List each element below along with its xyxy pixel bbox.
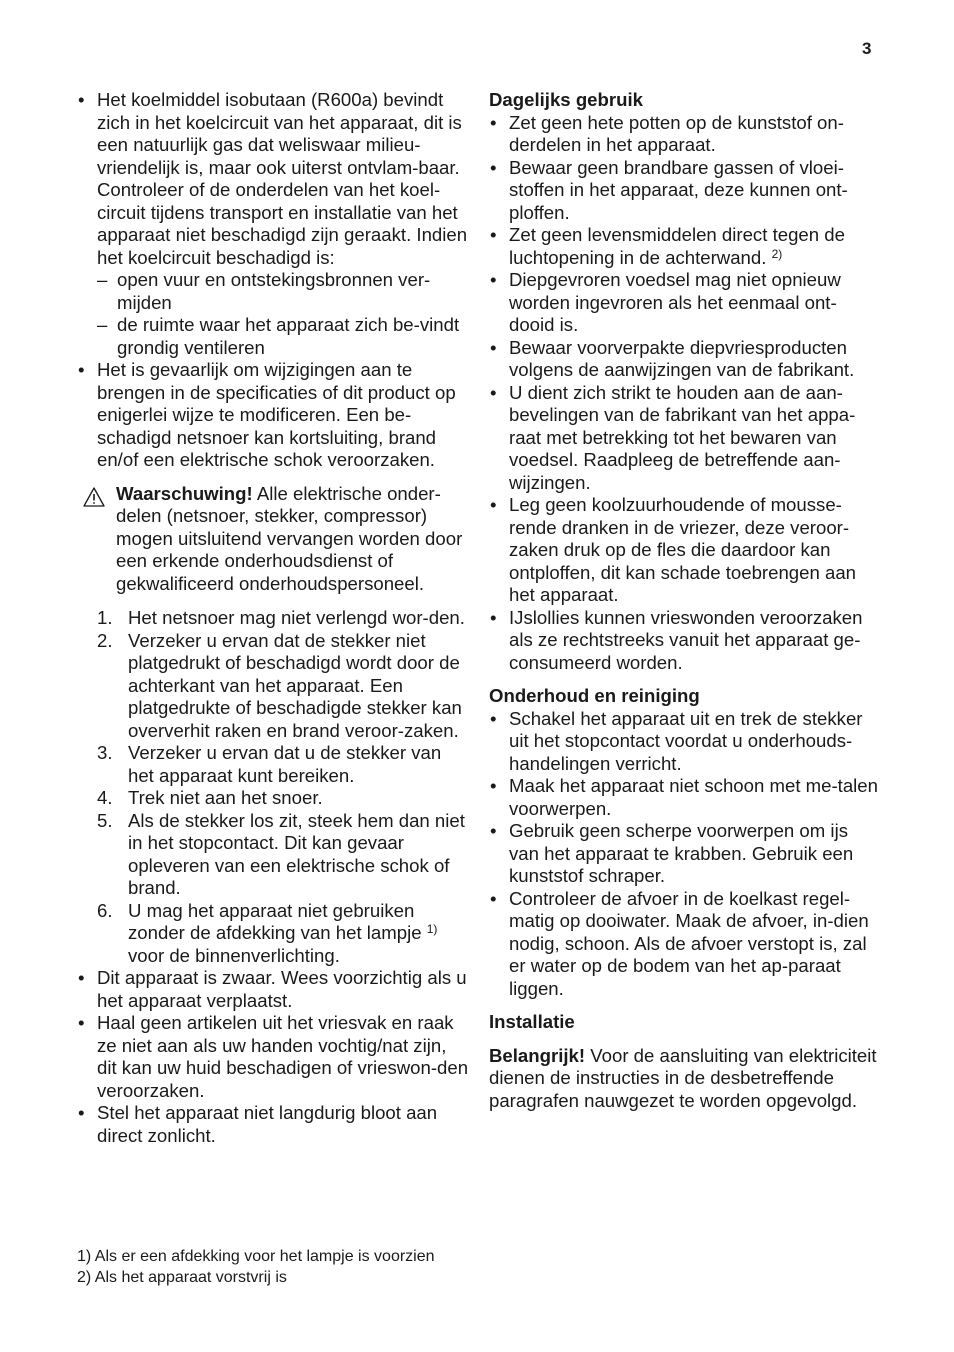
numbered-item: 3. Verzeker u ervan dat u de stekker van het apparaat kunt bereiken. (97, 742, 442, 786)
list-item: • Het is gevaarlijk om wijzigingen aan te brengen in de specificaties of dit product op enigerlei wijze te modificeren. Een be-schadigd netsnoer kan kortsluiting, brand en/of een elektrische schok veroorzaken. (77, 359, 469, 472)
list-item: • Zet geen levensmiddelen direct tegen de luchtopening in de achterwand. $^{2)}$ (489, 224, 879, 269)
section-heading-installation: Installatie (489, 1011, 575, 1032)
section-heading-maintenance: Onderhoud en reiniging (489, 685, 700, 706)
footnotes (77, 1246, 435, 1288)
list-item (77, 89, 469, 359)
footnote-1: 1) Als er een afdekking voor het lampje is voorzien (77, 1248, 435, 1265)
list-item: • Bewaar geen brandbare gassen of vloei-stoffen in het apparaat, deze kunnen ont-ploffen. (489, 157, 879, 225)
numbered-item: 2. Verzeker u ervan dat de stekker niet platgedrukt of beschadigd wordt door de achterkant van het apparaat. Een platgedrukte of beschadigde stekker kan oververhit raken en brand veroor-zaken. (97, 629, 462, 741)
safety-bullets-bottom (77, 967, 469, 1147)
list-item: • Schakel het apparaat uit en trek de stekker uit het stopcontact voordat u onderhouds-handelingen verricht. (489, 708, 879, 776)
warning-label: Waarschuwing! (116, 482, 253, 504)
numbered-item: 5. Als de stekker los zit, steek hem dan niet in het stopcontact. Dit kan gevaar opleveren van een elektrische schok of brand. (97, 809, 465, 898)
numbered-item: 4. Trek niet aan het snoer. (97, 787, 323, 808)
warning-block (77, 483, 469, 596)
list-item: • Dit apparaat is zwaar. Wees voorzichtig als u het apparaat verplaatst. (77, 967, 469, 1012)
footnote-2: 2) Als het apparaat vorstvrij is (77, 1269, 287, 1286)
list-item: • U dient zich strikt te houden aan de aan-bevelingen van de fabrikant van het appa-raat met betrekking tot het bewaren van voedsel. Raadpleeg de betreffende aan-wijzingen. (489, 382, 879, 495)
right-column (489, 89, 879, 1112)
dash-item: – de ruimte waar het apparaat zich be-vindt grondig ventileren (97, 314, 469, 359)
list-item: • Bewaar voorverpakte diepvriesproducten volgens de aanwijzingen van de fabrikant. (489, 337, 879, 382)
daily-use-list (489, 112, 879, 675)
list-item: • Diepgevroren voedsel mag niet opnieuw worden ingevroren als het eenmaal ont-dooid is. (489, 269, 879, 337)
warning-triangle-icon (83, 487, 105, 507)
installation-text: Belangrijk! Voor de aansluiting van elektriciteit dienen de instructies in de desbetreffende paragrafen nauwgezet te worden opgevolgd. (489, 1044, 877, 1111)
list-item: • Leg geen koolzuurhoudende of mousse-rende dranken in de vriezer, deze veroor-zaken druk op de fles die daardoor kan ontploffen, dit kan schade toebrengen aan het apparaat. (489, 494, 879, 607)
numbered-item: 6. U mag het apparaat niet gebruiken zonder de afdekking van het lampje $^{1)}$ voor de binnenverlichting. (97, 899, 438, 966)
list-item: • Gebruik geen scherpe voorwerpen om ijs van het apparaat te krabben. Gebruik een kunststof schraper. (489, 820, 879, 888)
important-label: Belangrijk! (489, 1044, 586, 1066)
section-heading-daily-use: Dagelijks gebruik (489, 89, 643, 110)
dash-item: – open vuur en ontstekingsbronnen ver-mijden (97, 269, 469, 314)
numbered-item: 1. Het netsnoer mag niet verlengd wor-den. (97, 607, 465, 628)
list-item: • Stel het apparaat niet langdurig bloot aan direct zonlicht. (77, 1102, 469, 1147)
list-item: • Zet geen hete potten op de kunststof on-derdelen in het apparaat. (489, 112, 879, 157)
maintenance-list (489, 708, 879, 1001)
footnote-ref-1: 1) (426, 922, 438, 936)
dash-list (97, 269, 469, 359)
safety-bullets-top (77, 89, 469, 472)
refrigerant-check-text: Controleer of de onderdelen van het koel-circuit tijdens transport en installatie van het apparaat niet beschadigd zijn geraakt. Indien het koelcircuit beschadigd is: (97, 179, 468, 268)
list-item: • IJslollies kunnen vrieswonden veroorzaken als ze rechtstreeks vanuit het apparaat ge-consumeerd worden. (489, 607, 879, 675)
list-item: • Haal geen artikelen uit het vriesvak en raak ze niet aan als uw handen vochtig/nat zijn, dit kan uw huid beschadigen of vrieswon-den veroorzaken. (77, 1012, 469, 1102)
footnote-ref-2: 2) (771, 246, 783, 261)
warning-text: Alle elektrische onder-delen (netsnoer, stekker, compressor) mogen uitsluitend vervangen worden door een erkende onderhoudsdienst of gekwalificeerd onderhoudspersoneel. (116, 482, 463, 594)
list-item: • Controleer de afvoer in de koelkast regel-matig op dooiwater. Maak de afvoer, in-dien nodig, schoon. Als de afvoer verstopt is, zal er water op de bodem van het ap-paraat liggen. (489, 888, 879, 1001)
numbered-list (77, 607, 469, 967)
refrigerant-text: • Het koelmiddel isobutaan (R600a) bevindt zich in het koelcircuit van het apparaat, dit is een natuurlijk gas dat weliswaar milieu-vriendelijk is, maar ook uiterst ontvlam-baar. (97, 89, 462, 178)
list-item: • Maak het apparaat niet schoon met me-talen voorwerpen. (489, 775, 879, 820)
page-number: 3 (862, 39, 872, 58)
left-column (77, 89, 469, 1147)
